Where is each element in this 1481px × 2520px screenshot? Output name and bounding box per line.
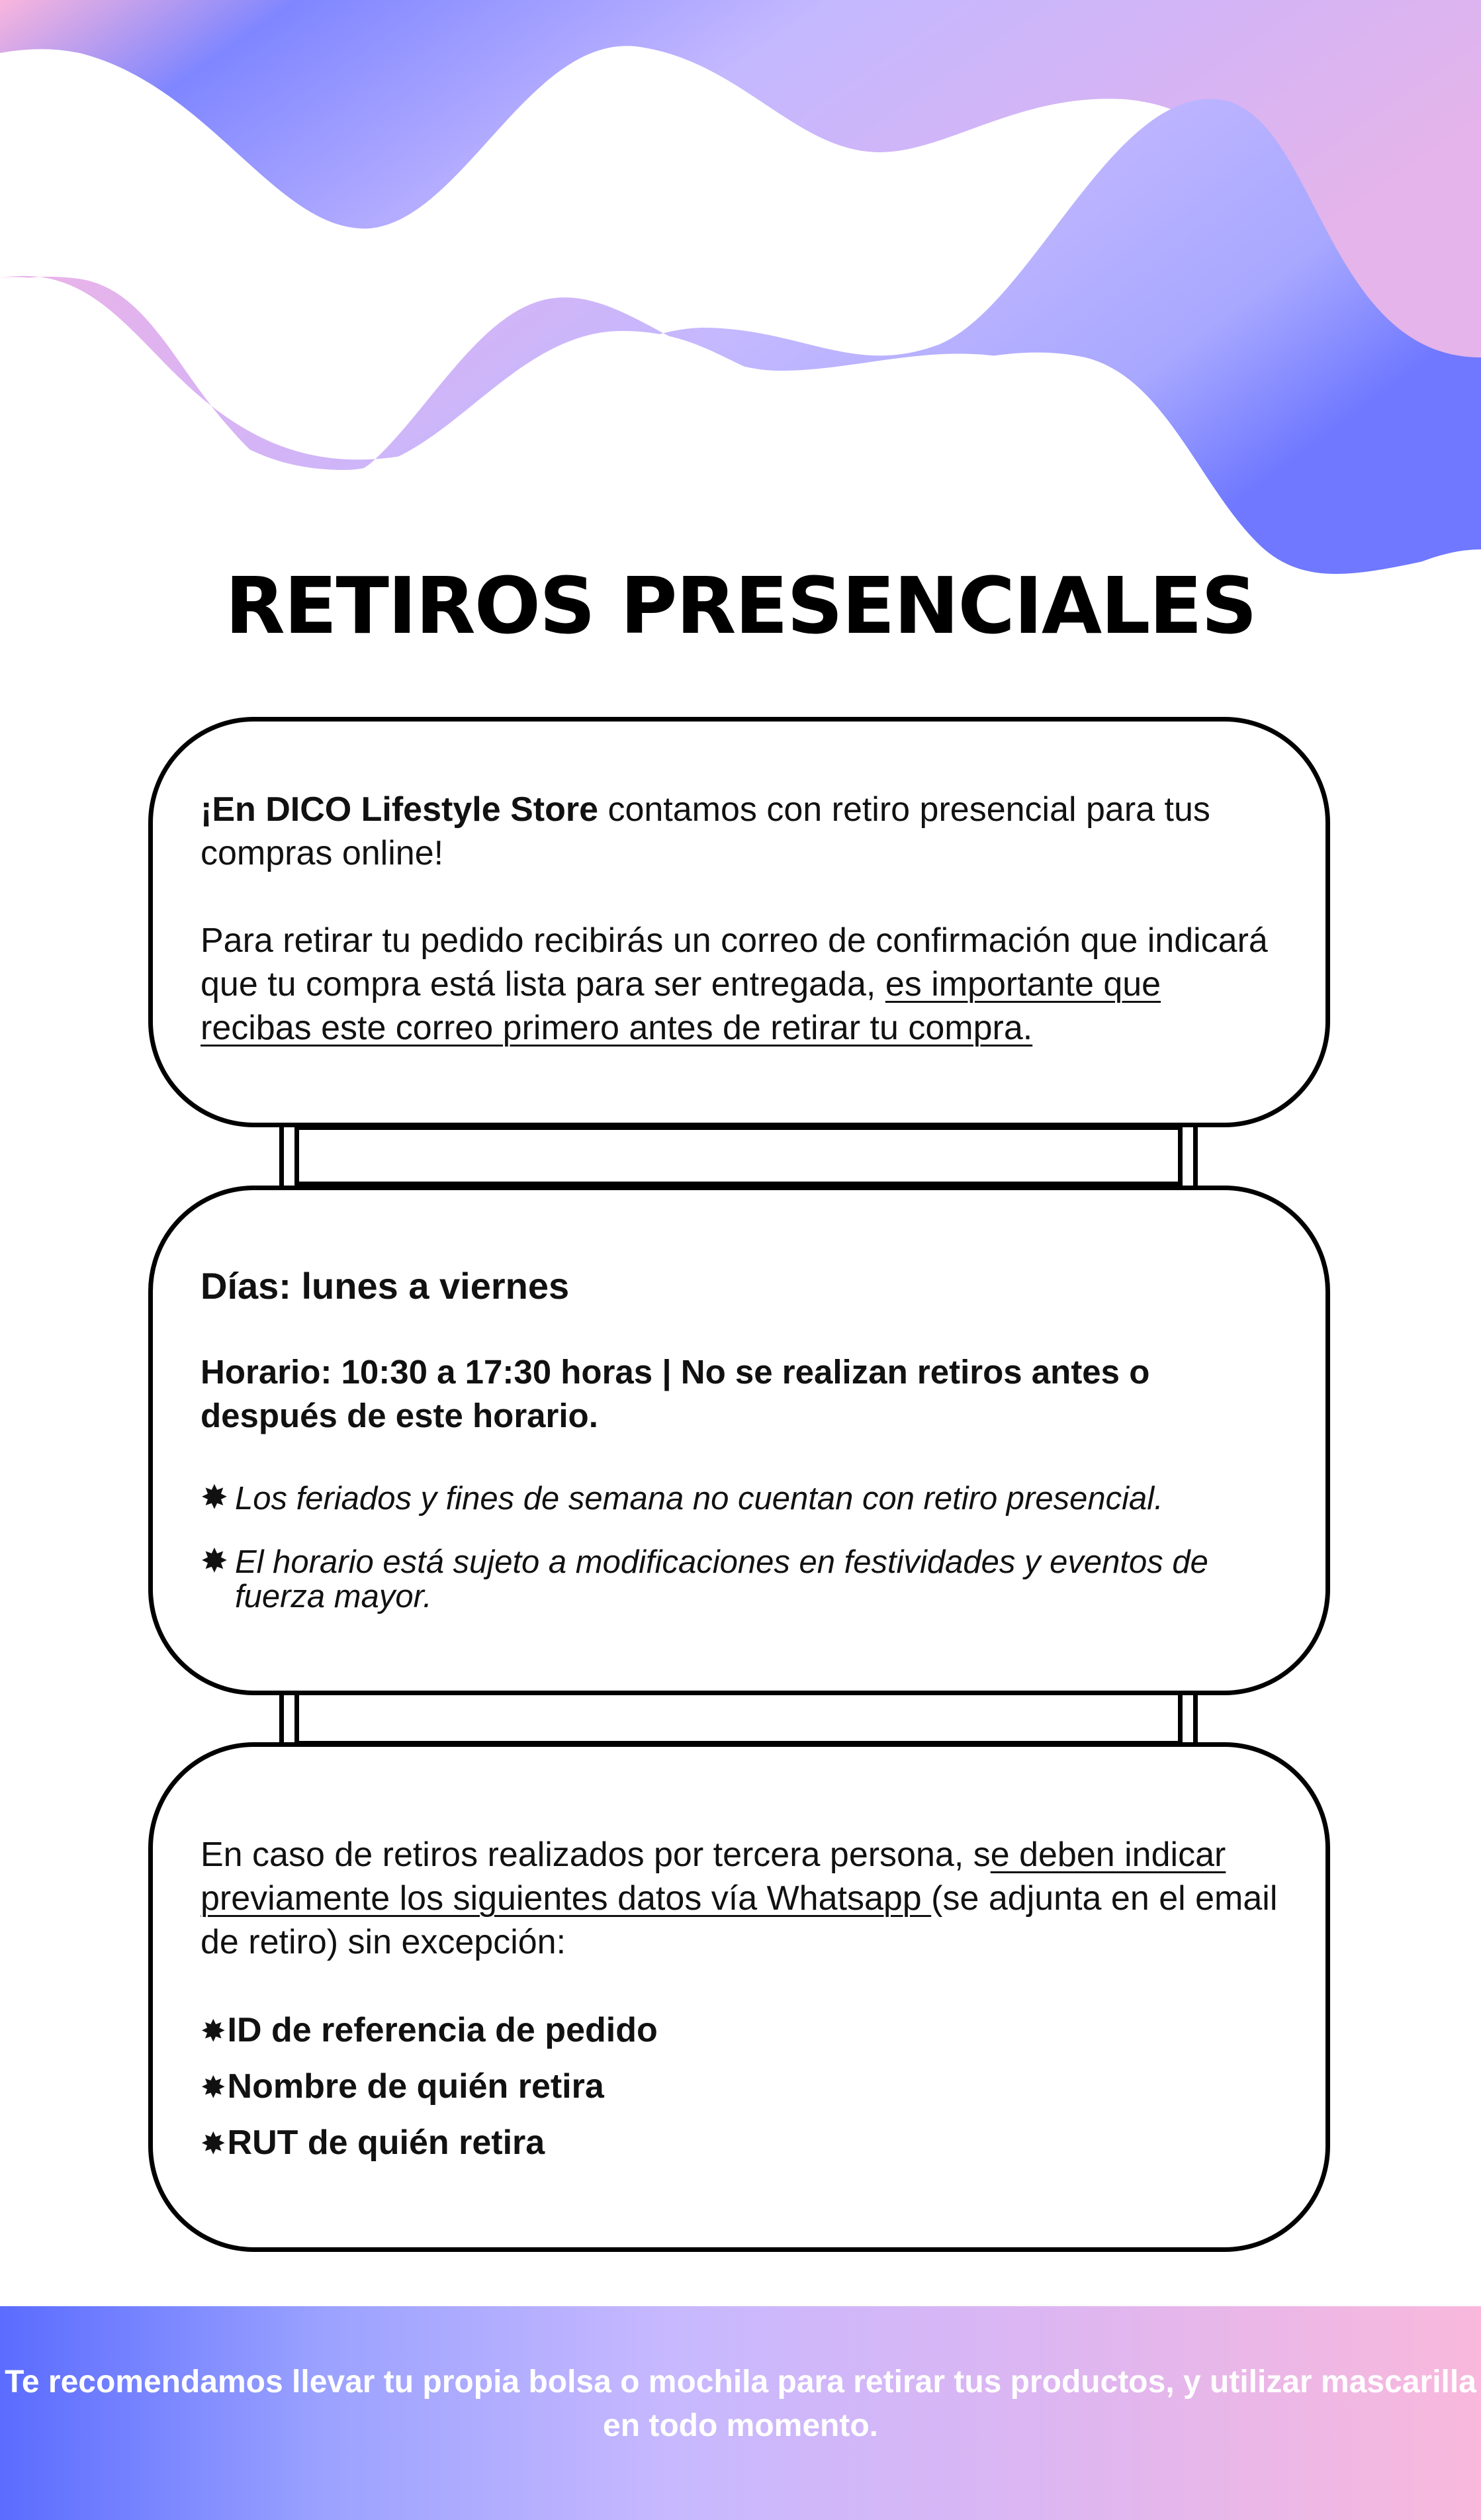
third-party-card: [148, 1742, 1330, 2252]
requirement-item: [201, 2115, 1279, 2171]
intro-card: [148, 717, 1330, 1127]
footer-banner: [0, 2306, 1481, 2520]
confirmation-text: Para retirar tu pedido recibirás un correo de confirmación que indicará que tu compra está lista para ser entregada,: [201, 921, 1268, 1003]
third-party-text-rest: (se adjunta en el email de retiro) sin excepción:: [201, 1879, 1278, 1961]
requirement-text: ID de referencia de pedido: [227, 2011, 658, 2049]
schedule-note-text: El horario está sujeto a modificaciones en festividades y eventos de fuerza mayor.: [235, 1544, 1208, 1614]
logo-tagline: LIFESTYLE STORE: [637, 267, 844, 285]
card-connector-bar: [298, 1125, 1185, 1186]
asterisk-bullet-icon: ✸: [201, 1479, 228, 1516]
confirmation-important-text: es importante que recibas este correo primero antes de retirar tu compra.: [201, 965, 1161, 1047]
pickup-days: Días: lunes a viernes: [201, 1265, 570, 1307]
asterisk-bullet-icon: ✸: [201, 1542, 228, 1579]
intro-paragraph: [201, 788, 1279, 875]
asterisk-bullet-icon: ✸: [201, 2070, 226, 2104]
schedule-card: [148, 1186, 1330, 1695]
requirement-text: RUT de quién retira: [227, 2123, 545, 2162]
brand-logo: [0, 125, 1481, 285]
header-wave-background: [0, 0, 1481, 609]
third-party-text: En caso de retiros realizados por tercera persona, s: [201, 1836, 991, 1874]
schedule-note: [201, 1542, 1279, 1614]
requirement-text: Nombre de quién retira: [227, 2067, 604, 2106]
asterisk-bullet-icon: ✸: [201, 2126, 226, 2161]
third-party-underlined-text: e deben indicar previamente los siguientes datos vía Whatsapp: [201, 1836, 1226, 1918]
intro-text: contamos con retiro presencial para tus compras online!: [201, 790, 1210, 872]
pickup-hours: Horario: 10:30 a 17:30 horas | No se realizan retiros antes o después de este horario.: [201, 1353, 1150, 1434]
schedule-note-text: Los feriados y fines de semana no cuentan con retiro presencial.: [235, 1481, 1163, 1517]
asterisk-bullet-icon: ✸: [201, 2014, 226, 2048]
third-party-paragraph: [201, 1833, 1279, 1964]
intro-bold-text: ¡En DICO Lifestyle Store: [201, 790, 598, 829]
confirmation-paragraph: [201, 919, 1279, 1050]
schedule-note: [201, 1481, 1279, 1516]
footer-recommendation: Te recomendamos llevar tu propia bolsa o mochila para retirar tus productos, y utilizar mascarilla en todo momento.: [5, 2364, 1476, 2443]
page-title: RETIROS PRESENCIALES: [224, 560, 1256, 651]
requirement-item: [201, 2002, 1279, 2059]
logo-wordmark: dico: [601, 125, 880, 271]
requirement-item: [201, 2059, 1279, 2115]
